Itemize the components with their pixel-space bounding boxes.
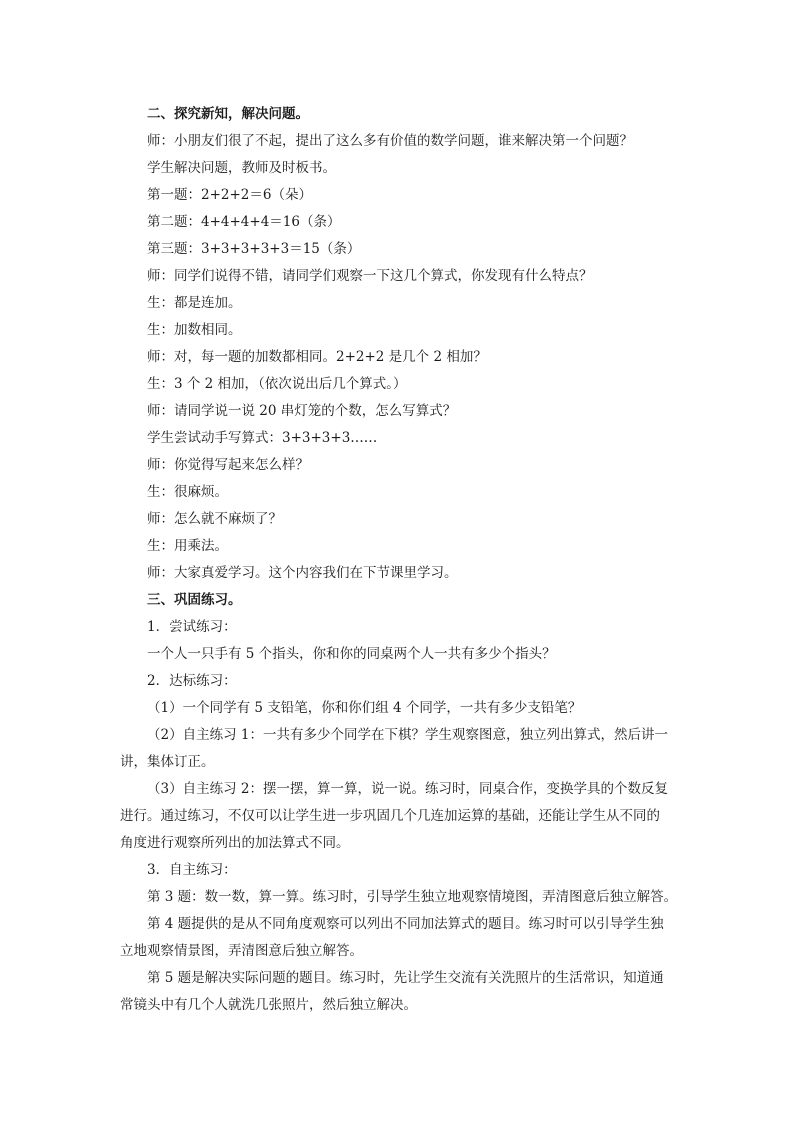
text-line: 第 3 题：数一数，算一算。练习时，引导学生独立地观察情境图，弄清图意后独立解答。 <box>147 889 678 905</box>
text-line: 一个人一只手有 5 个指头，你和你的同桌两个人一共有多少个指头？ <box>147 646 556 662</box>
text-line: 第一题：2+2+2＝6（朵） <box>147 187 312 203</box>
text-line: 师：小朋友们很了不起，提出了这么多有价值的数学问题，谁来解决第一个问题？ <box>147 133 633 149</box>
text-line: 2．达标练习： <box>147 673 237 689</box>
text-line: 生：都是连加。 <box>147 295 242 311</box>
text-line: 学生解决问题，教师及时板书。 <box>147 160 336 176</box>
text-line: 师：同学们说得不错，请同学们观察一下这几个算式，你发现有什么特点？ <box>147 268 593 284</box>
text-line-continued: 常镜头中有几个人就洗几张照片，然后独立解决。 <box>120 997 417 1013</box>
text-line: （2）自主练习 1：一共有多少个同学在下棋？学生观察图意，独立列出算式，然后讲一 <box>147 727 668 743</box>
text-line: 第 5 题是解决实际问题的题目。练习时，先让学生交流有关洗照片的生活常识，知道通 <box>147 970 664 986</box>
text-line: 师：请同学说一说 20 串灯笼的个数，怎么写算式？ <box>147 403 457 419</box>
text-line: 生：用乘法。 <box>147 538 228 554</box>
text-line: 第二题：4+4+4+4＝16（条） <box>147 214 341 230</box>
text-line: 第三题：3+3+3+3+3＝15（条） <box>147 241 361 257</box>
text-line: 1．尝试练习： <box>147 619 237 635</box>
section-heading-practice: 三、巩固练习。 <box>147 592 242 608</box>
text-line: 3．自主练习： <box>147 862 237 878</box>
text-line-continued: 进行。通过练习，不仅可以让学生进一步巩固几个几连加运算的基础，还能让学生从不同的 <box>120 808 660 824</box>
text-line: 生：很麻烦。 <box>147 484 228 500</box>
document-body <box>120 101 687 1019</box>
text-line-continued: 立地观察情景图，弄清图意后独立解答。 <box>120 943 363 959</box>
text-line: 师：对，每一题的加数都相同。2+2+2 是几个 2 相加？ <box>147 349 487 365</box>
text-line: （1）一个同学有 5 支铅笔，你和你们组 4 个同学，一共有多少支铅笔？ <box>147 700 582 716</box>
text-line: （3）自主练习 2：摆一摆，算一算，说一说。练习时，同桌合作，变换学具的个数反复 <box>147 781 668 797</box>
text-line-continued: 角度进行观察所列出的加法算式不同。 <box>120 835 350 851</box>
text-line: 生：加数相同。 <box>147 322 242 338</box>
text-line: 师：你觉得写起来怎么样？ <box>147 457 309 473</box>
text-line: 第 4 题提供的是从不同角度观察可以列出不同加法算式的题目。练习时可以引导学生独 <box>147 916 664 932</box>
section-heading-explore: 二、探究新知，解决问题。 <box>147 106 309 122</box>
text-line-continued: 讲，集体订正。 <box>120 754 215 770</box>
text-line: 生：3 个 2 相加，（依次说出后几个算式。） <box>147 376 407 392</box>
text-line: 学生尝试动手写算式：3+3+3+3…… <box>147 430 378 446</box>
text-line: 师：大家真爱学习。这个内容我们在下节课里学习。 <box>147 565 458 581</box>
text-line: 师：怎么就不麻烦了？ <box>147 511 282 527</box>
